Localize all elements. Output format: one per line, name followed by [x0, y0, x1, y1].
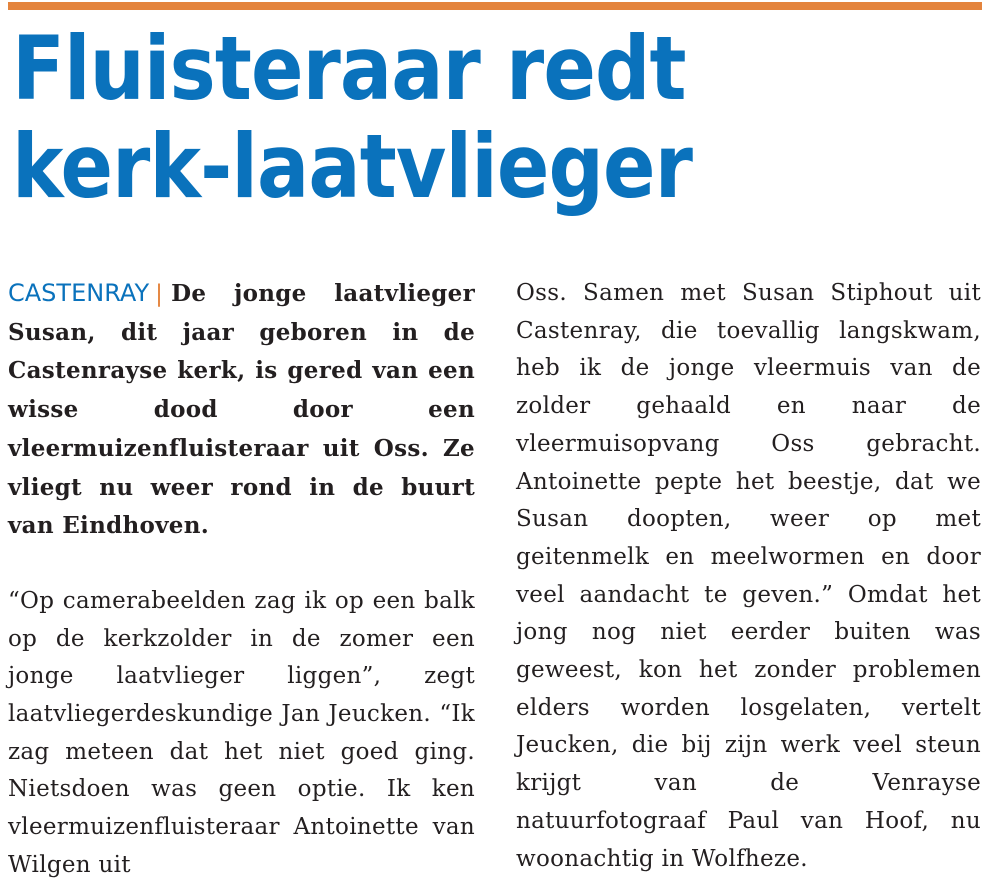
dateline-separator: |: [155, 281, 164, 307]
headline-line-2: kerk-laatvlieger: [12, 115, 693, 218]
paragraph-gap: [8, 546, 475, 583]
article-column-left: [8, 275, 475, 885]
article-column-right: [516, 275, 981, 878]
dateline: CASTENRAY: [8, 279, 150, 307]
article-body-left: “Op camerabeelden zag ik op een balk op de kerkzolder in de zomer een jonge laatvlieger liggen”, zegt laatvliegerdeskundige Jan Jeucken. “Ik zag meteen dat het niet goed ging. Nietsdoen was geen optie. Ik ken vleermuizenfluisteraar Antoinette van Wilgen uit: [8, 587, 475, 878]
article-lead: De jonge laatvlieger Susan, dit jaar geboren in de Castenrayse kerk, is gered van een wisse dood door een vleermuizenfluisteraar uit Oss. Ze vliegt nu weer rond in de buurt van Eindhoven.: [8, 280, 475, 540]
article-body-right: Oss. Samen met Susan Stiphout uit Castenray, die toevallig langskwam, heb ik de jonge vleermuis van de zolder gehaald en naar de vleermuisopvang Oss gebracht. Antoinette pepte het beestje, dat we Susan doopten, weer op met geitenmelk en meelwormen en door veel aandacht te geven.” Omdat het jong nog niet eerder buiten was geweest, kon het zonder problemen elders worden losgelaten, vertelt Jeucken, die bij zijn werk veel steun krijgt van de Venrayse natuurfotograaf Paul van Hoof, nu woonachtig in Wolfheze.: [516, 280, 981, 872]
article-headline: [12, 17, 857, 218]
headline-line-1: Fluisteraar redt: [12, 17, 686, 120]
top-accent-bar: [8, 2, 982, 10]
